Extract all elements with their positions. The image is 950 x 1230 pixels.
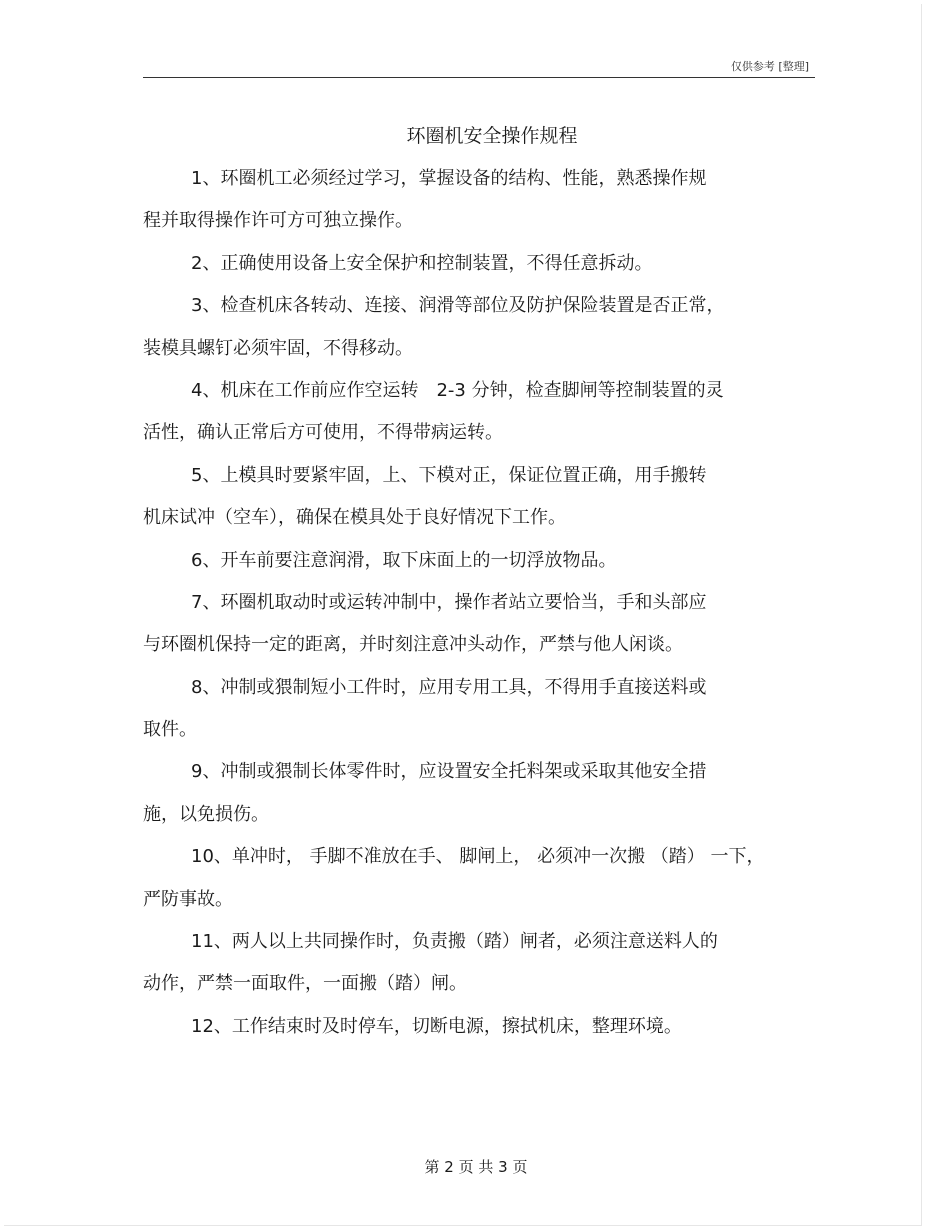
body-line: 与环圈机保持一定的距离，并时刻注意冲头动作，严禁与他人闲谈。 [143,634,683,656]
body-line: 机床试冲（空车），确保在模具处于良好情况下工作。 [143,507,566,529]
header-note: 仅供参考 [整理] [730,60,809,73]
body-line: 5、上模具时要紧牢固，上、下模对正，保证位置正确，用手搬转 [191,464,707,486]
body-line: 2、正确使用设备上安全保护和控制装置，不得任意拆动。 [191,252,653,274]
page-number: 第 2 页 共 3 页 [424,1158,528,1176]
header-rule [143,77,815,78]
body-line: 10、单冲时， 手脚不准放在手、 脚闸上， 必须冲一次搬 （踏） 一下， [191,846,765,868]
document-page [4,4,922,1226]
body-line: 6、开车前要注意润滑，取下床面上的一切浮放物品。 [191,549,617,571]
body-line: 7、环圈机取动时或运转冲制中，操作者站立要恰当，手和头部应 [191,591,707,613]
body-line: 动作，严禁一面取件，一面搬（踏）闸。 [143,973,467,995]
body-line: 程并取得操作许可方可独立操作。 [143,210,413,232]
body-line: 严防事故。 [143,888,233,910]
body-line: 3、检查机床各转动、连接、润滑等部位及防护保险装置是否正常， [191,295,725,317]
body-line: 装模具螺钉必须牢固，不得移动。 [143,337,413,359]
body-line: 活性，确认正常后方可使用，不得带病运转。 [143,422,503,444]
body-line: 8、冲制或猥制短小工件时，应用专用工具，不得用手直接送料或 [191,676,707,698]
body-line: 施，以免损伤。 [143,803,269,825]
body-line: 11、两人以上共同操作时，负责搬（踏）闸者，必须注意送料人的 [191,931,718,953]
body-line: 4、机床在工作前应作空运转 2-3 分钟，检查脚闸等控制装置的灵 [191,379,724,401]
body-line: 12、工作结束时及时停车，切断电源，擦拭机床，整理环境。 [191,1015,682,1037]
body-line: 取件。 [143,719,197,741]
body-line: 9、冲制或猥制长体零件时，应设置安全托料架或采取其他安全措 [191,761,707,783]
body-line: 1、环圈机工必须经过学习，掌握设备的结构、性能，熟悉操作规 [191,168,707,189]
document-body [143,158,815,1048]
document-title: 环圈机安全操作规程 [406,125,578,147]
